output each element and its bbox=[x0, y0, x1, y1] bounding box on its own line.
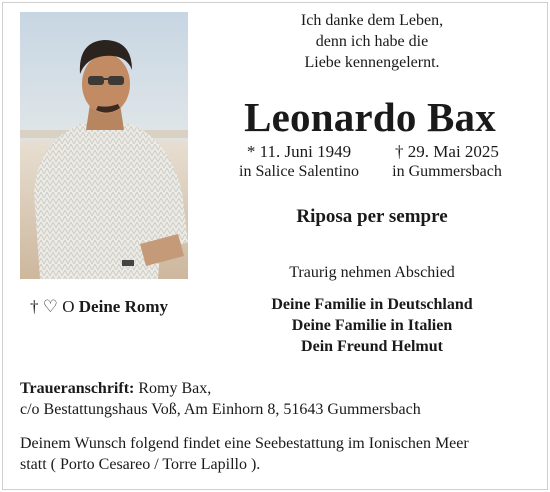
birth-date: * 11. Juni 1949 bbox=[246, 142, 352, 161]
poem bbox=[232, 10, 512, 73]
address-name: Romy Bax, bbox=[138, 380, 212, 397]
poem-line: Liebe kennengelernt. bbox=[304, 54, 440, 71]
motto: Riposa per sempre bbox=[296, 206, 448, 227]
cross-heart-ring-icon: † ♡ O bbox=[30, 297, 75, 316]
poem-line: denn ich habe die bbox=[315, 33, 429, 50]
birth-info bbox=[234, 142, 364, 182]
burial-note-line: statt ( Porto Cesareo / Torre Lapillo ). bbox=[20, 456, 261, 473]
deceased-name: Leonardo Bax bbox=[244, 94, 496, 140]
address-line: c/o Bestattungshaus Voß, Am Einhorn 8, 51643 Gummersbach bbox=[20, 401, 421, 418]
death-date: † 29. Mai 2025 bbox=[395, 142, 499, 161]
death-info bbox=[382, 142, 512, 182]
personal-message-text: Deine Romy bbox=[78, 297, 169, 316]
burial-note-line: Deinem Wunsch folgend findet eine Seebestattung im Ionischen Meer bbox=[20, 435, 469, 452]
death-place: in Gummersbach bbox=[392, 163, 502, 180]
burial-note bbox=[20, 433, 530, 475]
address-label: Traueranschrift: bbox=[20, 380, 135, 397]
poem-line: Ich danke dem Leben, bbox=[300, 12, 444, 29]
mourners-list bbox=[232, 294, 512, 357]
birth-place: in Salice Salentino bbox=[239, 163, 359, 180]
mourner: Deine Familie in Deutschland bbox=[271, 296, 473, 313]
mourner: Deine Familie in Italien bbox=[291, 317, 453, 334]
portrait-photo bbox=[20, 12, 188, 279]
personal-message bbox=[30, 297, 168, 317]
mourning-address bbox=[20, 378, 421, 420]
farewell-text: Traurig nehmen Abschied bbox=[289, 264, 455, 281]
mourner: Dein Freund Helmut bbox=[301, 338, 443, 355]
